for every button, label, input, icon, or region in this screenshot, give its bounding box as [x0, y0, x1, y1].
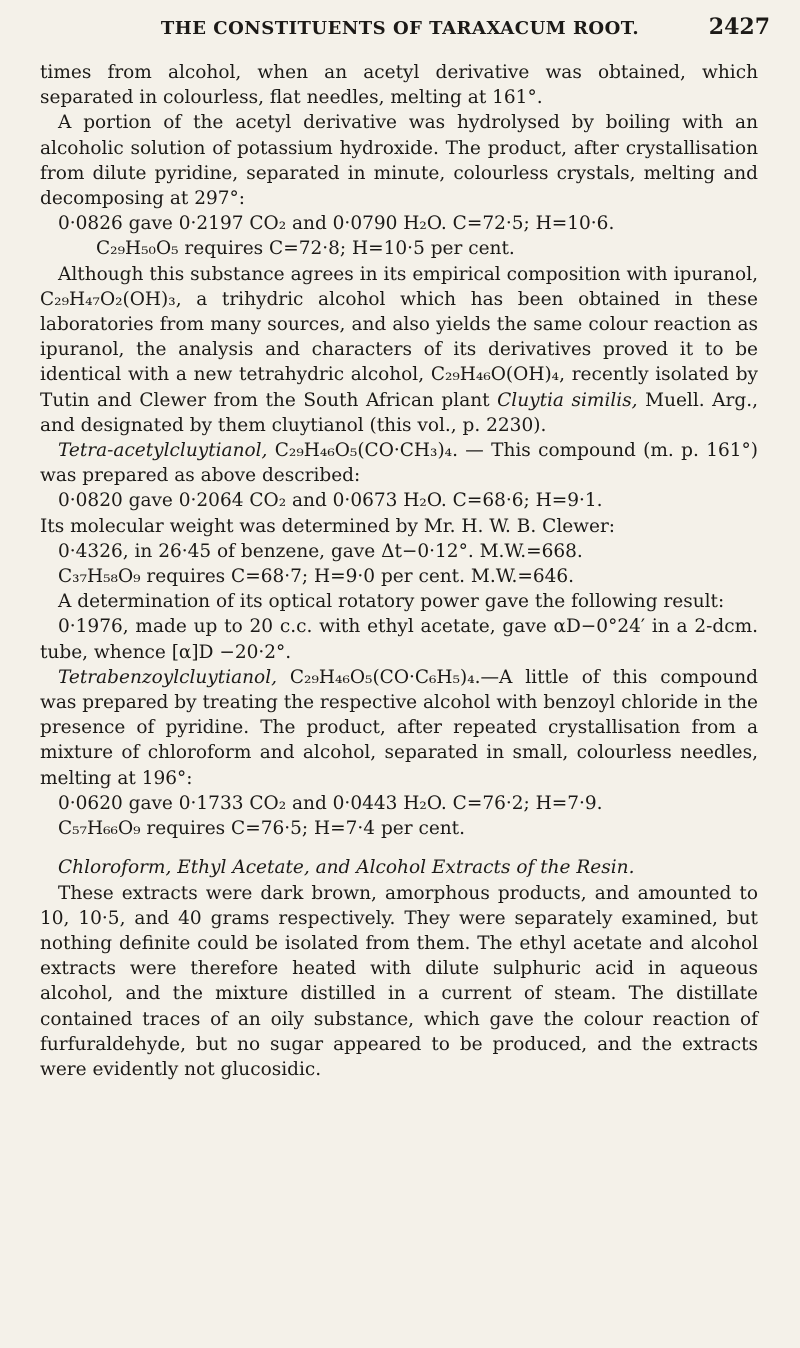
analysis-line-2: 0·0820 gave 0·2064 CO₂ and 0·0673 H₂O. C=68·6; H=9·1.: [58, 490, 603, 512]
paragraph-7: [40, 665, 758, 791]
compound-heading-acetyl: Tetra-acetylcluytianol,: [58, 440, 268, 462]
paragraph-3-end: Muell. Arg., and designated by them cluytianol (this vol., p. 2230).: [40, 389, 758, 436]
paragraph-6: A determination of its optical rotatory power gave the following result:: [58, 591, 725, 613]
paragraph-3-text: Although this substance agrees in its empirical composition with ipuranol, C₂₉H₄₇O₂(OH)₃, a trihydric alcohol which has been obtained in these laboratories from many sources, and also yields the same colour reaction as ipuranol, the analysis and characters of its derivatives proved it to be identical with a new tetrahydric alcohol, C₂₉H₄₆O(OH)₄, recently isolated by Tutin and Clewer from the South African plant: [40, 263, 758, 411]
rotation-line: 0·1976, made up to 20 c.c. with ethyl acetate, gave αD−0°24′ in a 2-dcm. tube, whence [α]D −20·2°.: [40, 616, 758, 663]
requires-line-3: C₅₇H₆₆O₉ requires C=76·5; H=7·4 per cent.: [58, 818, 465, 840]
page-header: [0, 14, 800, 44]
paragraph-5: Its molecular weight was determined by Mr. H. W. B. Clewer:: [40, 515, 616, 537]
requires-line-1: C₂₉H₅₀O₅ requires C=72·8; H=10·5 per cent.: [96, 238, 515, 260]
analysis-line-3: 0·4326, in 26·45 of benzene, gave Δt−0·12°. M.W.=668.: [58, 540, 583, 562]
requires-line-2: C₃₇H₅₈O₉ requires C=68·7; H=9·0 per cent. M.W.=646.: [58, 566, 575, 588]
analysis-line-1: 0·0826 gave 0·2197 CO₂ and 0·0790 H₂O. C=72·5; H=10·6.: [58, 213, 615, 235]
paragraph-7-text: C₂₉H₄₆O₅(CO·C₆H₅)₄.—A little of this compound was prepared by treating the respective alcohol with benzoyl chloride in the presence of pyridine. The product, after repeated crystallisation from a mixture of chloroform and alcohol, separated in small, colourless needles, melting at 196°:: [40, 666, 758, 789]
paragraph-4-text: C₂₉H₄₆O₅(CO·CH₃)₄. — This compound (m. p. 161°) was prepared as above described:: [40, 440, 758, 487]
paragraph-1: times from alcohol, when an acetyl derivative was obtained, which separated in colourless, flat needles, melting at 161°.: [40, 62, 758, 109]
paragraph-3: [40, 262, 758, 438]
paragraph-4: [40, 438, 758, 488]
paragraph-8: These extracts were dark brown, amorphous products, and amounted to 10, 10·5, and 40 grams respectively. They were separately examined, but nothing definite could be isolated from them. The ethyl acetate and alcohol extracts were therefore heated with dilute sulphuric acid in aqueous alcohol, and the mixture distilled in a current of steam. The distillate contained traces of an oily substance, which gave the colour reaction of furfuraldehyde, but no sugar appeared to be produced, and the extracts were evidently not glucosidic.: [40, 882, 758, 1080]
section-heading-text: Chloroform, Ethyl Acetate, and Alcohol Extracts of the Resin.: [58, 857, 635, 879]
compound-heading-benzoyl: Tetrabenzoylcluytianol,: [58, 666, 277, 688]
section-heading: [40, 855, 758, 880]
page-number: 2427: [708, 14, 770, 40]
article-body: [40, 60, 758, 1082]
analysis-line-4: 0·0620 gave 0·1733 CO₂ and 0·0443 H₂O. C=76·2; H=7·9.: [58, 792, 603, 814]
plant-name: Cluytia similis,: [497, 389, 638, 411]
paragraph-2: A portion of the acetyl derivative was hydrolysed by boiling with an alcoholic solution of potassium hydroxide. The product, after crystallisation from dilute pyridine, separated in minute, colourless crystals, melting and decomposing at 297°:: [40, 112, 758, 210]
running-title: THE CONSTITUENTS OF TARAXACUM ROOT.: [160, 18, 640, 39]
